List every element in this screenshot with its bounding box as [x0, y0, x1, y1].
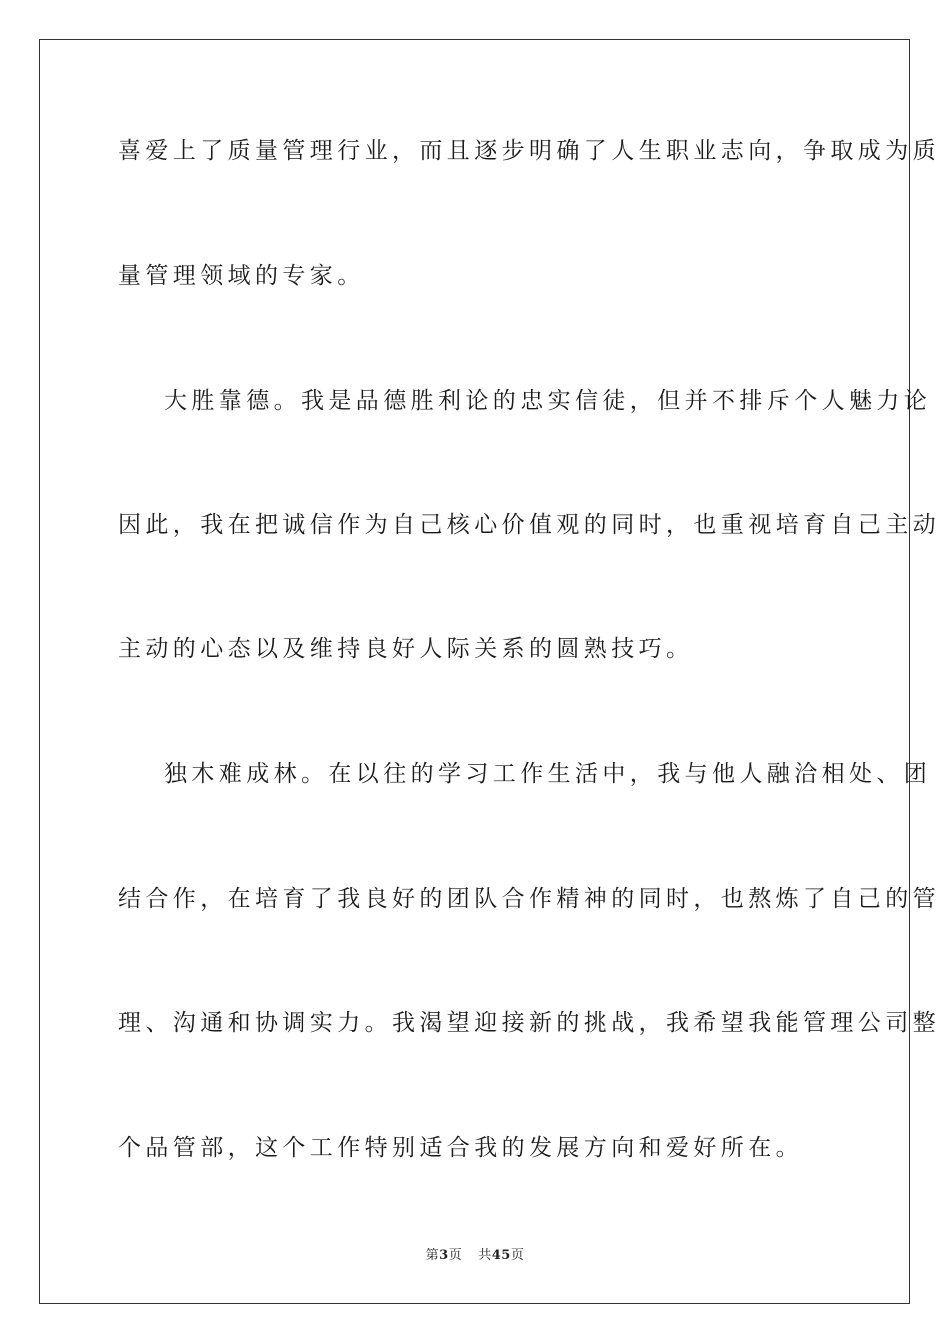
page-border	[39, 39, 940, 1304]
text-line: 结合作，在培育了我良好的团队合作精神的同时，也熬炼了自己的管	[118, 886, 940, 912]
text-line: 量管理领域的专家。	[118, 263, 365, 289]
text-line: 理、沟通和协调实力。我渴望迎接新的挑战，我希望我能管理公司整	[118, 1010, 940, 1036]
page-prefix: 第	[425, 1248, 440, 1263]
page-suffix: 页	[448, 1248, 463, 1263]
total-prefix: 共	[478, 1248, 492, 1263]
text-line: 主动的心态以及维持良好人际关系的圆熟技巧。	[118, 636, 694, 662]
page-number: 3	[439, 1248, 449, 1263]
total-pages: 45	[491, 1248, 511, 1263]
text-line: 大胜靠德。我是品德胜利论的忠实信徒，但并不排斥个人魅力论	[164, 388, 932, 414]
text-line: 独木难成林。在以往的学习工作生活中，我与他人融洽相处、团	[164, 761, 932, 787]
total-suffix: 页	[510, 1248, 525, 1263]
text-line: 因此，我在把诚信作为自己核心价值观的同时，也重视培育自己主动	[118, 512, 940, 538]
text-line: 个品管部，这个工作特别适合我的发展方向和爱好所在。	[118, 1135, 803, 1161]
text-line: 喜爱上了质量管理行业，而且逐步明确了人生职业志向，争取成为质	[118, 138, 940, 164]
page-footer	[0, 1247, 950, 1265]
